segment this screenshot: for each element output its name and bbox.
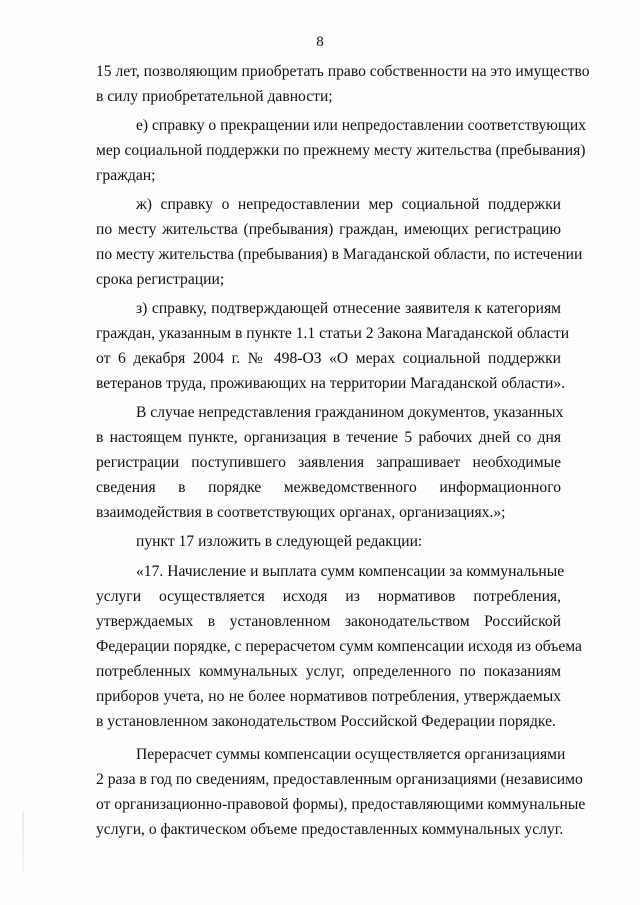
text-line: в установленном законодательством Российской Федерации порядке. (96, 713, 556, 730)
scan-artifact (22, 812, 24, 872)
text-line: сведения в порядке межведомственного информационного (96, 479, 561, 496)
text-line: в настоящем пункте, организация в течение 5 рабочих дней со дня (96, 429, 561, 446)
text-line: от организационно-правовой формы), предоставляющими коммунальные (96, 796, 586, 813)
text-line: услуги, о фактическом объеме предоставленных коммунальных услуг. (96, 821, 564, 838)
text-line: 15 лет, позволяющим приобретать право собственности на это имущество (96, 63, 590, 80)
text-line: потребленных коммунальных услуг, определенного по показаниям (96, 663, 561, 680)
text-line: е) справку о прекращении или непредоставлении соответствующих (136, 117, 587, 134)
text-line: граждан; (96, 167, 156, 184)
text-line: В случае непредставления гражданином документов, указанных (136, 404, 564, 421)
text-line: ветеранов труда, проживающих на территории Магаданской области». (96, 375, 566, 392)
text-line: 2 раза в год по сведениям, предоставленным организациями (независимо (96, 771, 583, 788)
text-line: по месту жительства (пребывания) в Магаданской области, по истечении (96, 246, 583, 263)
text-line: взаимодействия в соответствующих органах, организациях.»; (96, 504, 506, 521)
page-number: 8 (316, 34, 324, 50)
text-line: «17. Начисление и выплата сумм компенсации за коммунальные (136, 563, 565, 580)
text-line: мер социальной поддержки по прежнему месту жительства (пребывания) (96, 142, 586, 159)
text-line: срока регистрации; (96, 271, 225, 288)
text-line: граждан, указанным в пункте 1.1 статьи 2 Закона Магаданской области (96, 325, 570, 342)
text-line: от 6 декабря 2004 г. № 498-ОЗ «О мерах социальной поддержки (96, 350, 561, 367)
text-line: по месту жительства (пребывания) граждан, имеющих регистрацию (96, 221, 561, 238)
text-line: Федерации порядке, с перерасчетом сумм компенсации исходя из объема (96, 638, 582, 655)
text-line: Перерасчет суммы компенсации осуществляется организациями (136, 746, 566, 763)
text-line: з) справку, подтверждающей отнесение заявителя к категориям (136, 300, 561, 317)
text-line: ж) справку о непредоставлении мер социальной поддержки (136, 196, 561, 213)
text-line: в силу приобретательной давности; (96, 88, 333, 105)
text-line: регистрации поступившего заявления запрашивает необходимые (96, 454, 561, 471)
text-line: пункт 17 изложить в следующей редакции: (136, 533, 423, 550)
text-line: приборов учета, но не более нормативов потребления, утверждаемых (96, 688, 561, 705)
text-line: услуги осуществляется исходя из нормативов потребления, (96, 588, 561, 605)
text-line: утверждаемых в установленном законодательством Российской (96, 613, 561, 630)
